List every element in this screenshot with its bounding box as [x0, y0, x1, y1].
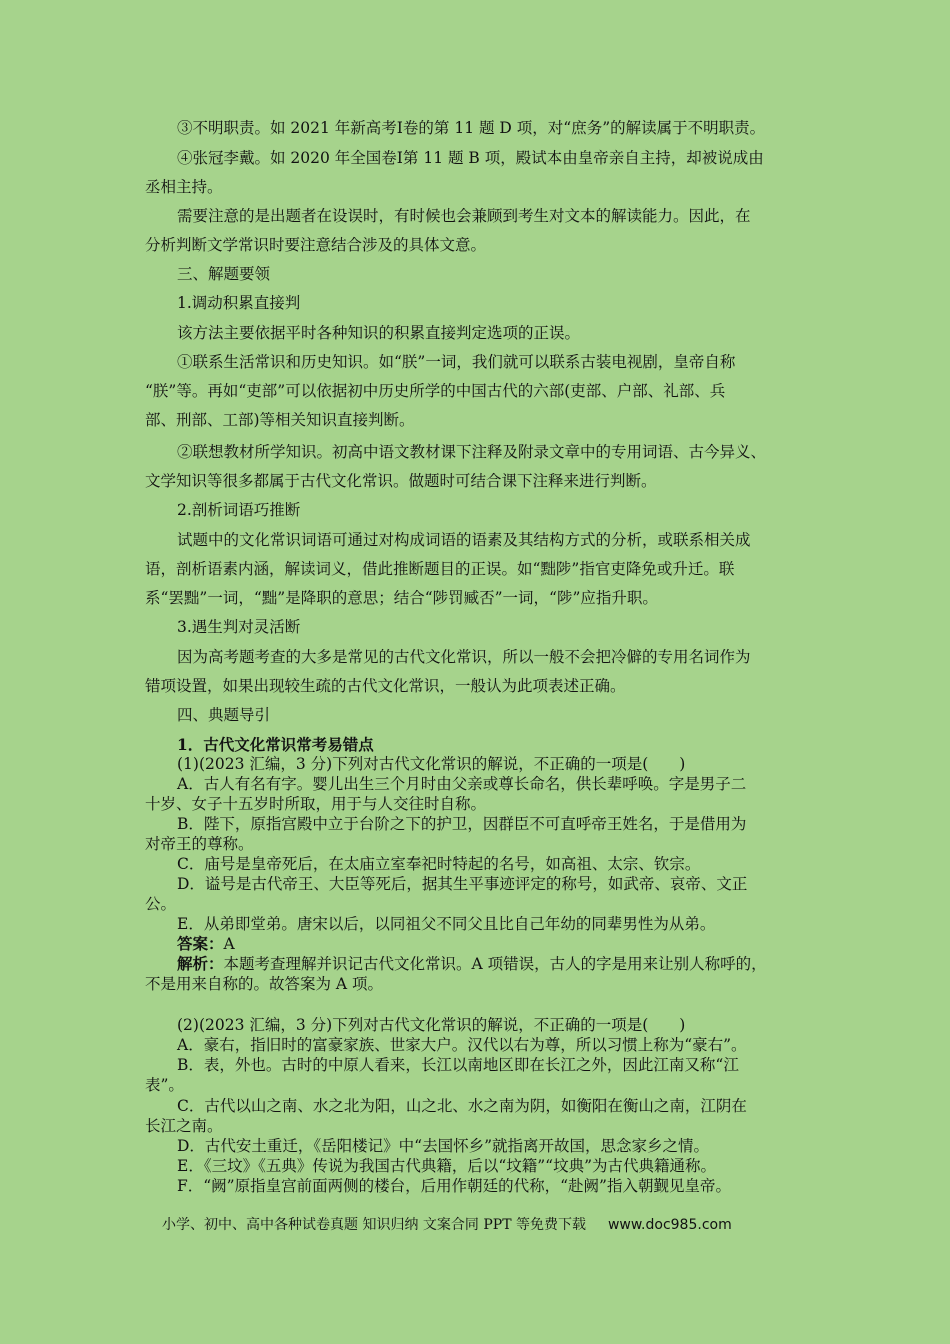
- q1-option-a-line1: A．古人有名有字。婴儿出生三个月时由父亲或尊长命名，供长辈呼唤。字是男子二: [177, 775, 747, 793]
- q1-option-c: C．庙号是皇帝死后，在太庙立室奉祀时特起的名号，如高祖、太宗、钦宗。: [177, 855, 701, 873]
- q1-option-b-line2: 对帝王的尊称。: [145, 835, 254, 853]
- paragraph-note-line1: 需要注意的是出题者在设误时，有时候也会兼顾到考生对文本的解读能力。因此，在: [177, 207, 751, 225]
- method1-a-line1: ①联系生活常识和历史知识。如“朕”一词，我们就可以联系古装电视剧，皇帝自称: [177, 353, 736, 371]
- method3-title: 3.遇生判对灵活断: [177, 618, 301, 636]
- method2-line2: 语，剖析语素内涵，解读词义，借此推断题目的正误。如“黜陟”指官吏降免或升迁。联: [145, 560, 735, 578]
- q2-option-b-line1: B．表，外也。古时的中原人看来，长江以南地区即在长江之外，因此江南又称“江: [177, 1056, 739, 1074]
- answer-label: 答案：: [177, 934, 224, 953]
- paragraph-item4-line2: 丞相主持。: [145, 178, 223, 196]
- q1-option-e: E．从弟即堂弟。唐宋以后，以同祖父不同父且比自己年幼的同辈男性为从弟。: [177, 915, 716, 933]
- paragraph-item3: ③不明职责。如 2021 年新高考Ⅰ卷的第 11 题 D 项，对“庶务”的解读属于不明职责。: [177, 119, 766, 137]
- footer: [162, 1214, 732, 1234]
- method1-desc: 该方法主要依据平时各种知识的积累直接判定选项的正误。: [177, 324, 581, 342]
- method1-title: 1.调动积累直接判: [177, 294, 301, 312]
- method2-title: 2.剖析词语巧推断: [177, 501, 301, 519]
- q1-option-d-line1: D．谥号是古代帝王、大臣等死后，据其生平事迹评定的称号，如武帝、哀帝、文正: [177, 875, 748, 893]
- method1-a-line3: 部、刑部、工部)等相关知识直接判断。: [145, 411, 415, 429]
- q1-analysis-line1: [145, 952, 847, 974]
- section3-heading: 三、解题要领: [177, 265, 271, 283]
- q1-option-d-line2: 公。: [145, 895, 177, 913]
- method2-line1: 试题中的文化常识词语可通过对构成词语的语素及其结构方式的分析，或联系相关成: [177, 531, 751, 549]
- footer-link[interactable]: www.doc985.com: [607, 1217, 732, 1233]
- q2-option-b-line2: 表”。: [145, 1076, 184, 1094]
- method2-line3: 系“罢黜”一词，“黜”是降职的意思；结合“陟罚臧否”一词，“陟”应指升职。: [145, 589, 658, 607]
- paragraph-note-line2: 分析判断文学常识时要注意结合涉及的具体文意。: [145, 236, 487, 254]
- q2-option-a: A．豪右，指旧时的富豪家族、世家大户。汉代以右为尊，所以习惯上称为“豪右”。: [177, 1036, 747, 1054]
- q2-option-d: D．古代安土重迁，《岳阳楼记》中“去国怀乡”就指离开故国，思念家乡之情。: [177, 1137, 710, 1155]
- method3-line1: 因为高考题考查的大多是常见的古代文化常识，所以一般不会把冷僻的专用名词作为: [177, 648, 751, 666]
- section4-heading: 四、典题导引: [177, 706, 271, 724]
- analysis-label: 解析：: [177, 954, 224, 973]
- q1-stem: (1)(2023 汇编，3 分)下列对古代文化常识的解说，不正确的一项是( ): [177, 755, 686, 773]
- q1-analysis-line2: 不是用来自称的。故答案为 A 项。: [145, 975, 384, 993]
- q2-stem: (2)(2023 汇编，3 分)下列对古代文化常识的解说，不正确的一项是( ): [177, 1016, 686, 1034]
- q2-option-e: E．《三坟》《五典》传说为我国古代典籍，后以“坟籍”“坟典”为古代典籍通称。: [177, 1157, 717, 1175]
- method1-a-line2: “朕”等。再如“吏部”可以依据初中历史所学的中国古代的六部(吏部、户部、礼部、兵: [145, 382, 726, 400]
- section4-subtitle: 1．古代文化常识常考易错点: [177, 735, 374, 754]
- q1-option-b-line1: B．陛下，原指宫殿中立于台阶之下的护卫，因群臣不可直呼帝王姓名，于是借用为: [177, 815, 747, 833]
- q2-option-c-line1: C．古代以山之南、水之北为阳，山之北、水之南为阴，如衡阳在衡山之南，江阴在: [177, 1097, 747, 1115]
- q2-option-f: F．“阙”原指皇宫前面两侧的楼台，后用作朝廷的代称，“赴阙”指入朝觐见皇帝。: [177, 1177, 731, 1195]
- answer-value: A: [223, 935, 235, 953]
- paragraph-item4-line1: ④张冠李戴。如 2020 年全国卷Ⅰ第 11 题 B 项，殿试本由皇帝亲自主持，却被说成由: [177, 149, 764, 167]
- analysis-text: 本题考查理解并识记古代文化常识。A 项错误，古人的字是用来让别人称呼的，: [223, 955, 767, 973]
- footer-text: 小学、初中、高中各种试卷真题 知识归纳 文案合同 PPT 等免费下载: [162, 1217, 586, 1233]
- q2-option-c-line2: 长江之南。: [145, 1117, 223, 1135]
- method1-b-line2: 文学知识等很多都属于古代文化常识。做题时可结合课下注释来进行判断。: [145, 472, 657, 490]
- method1-b-line1: ②联想教材所学知识。初高中语文教材课下注释及附录文章中的专用词语、古今异义、: [177, 443, 767, 461]
- q1-option-a-line2: 十岁、女子十五岁时所取，用于与人交往时自称。: [145, 795, 487, 813]
- method3-line2: 错项设置，如果出现较生疏的古代文化常识，一般认为此项表述正确。: [145, 677, 626, 695]
- q1-answer: [145, 932, 847, 954]
